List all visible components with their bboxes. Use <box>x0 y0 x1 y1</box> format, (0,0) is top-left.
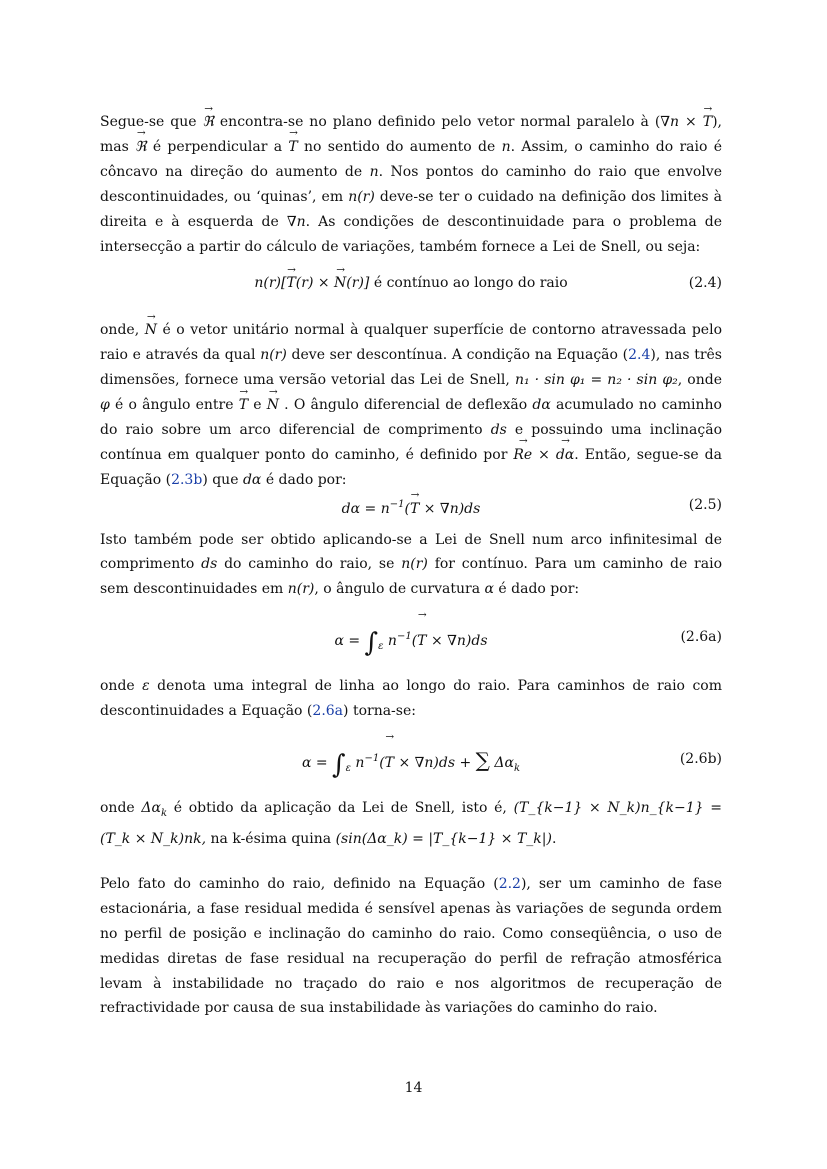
math-symbol: → T <box>288 135 297 160</box>
math-symbol: α <box>484 581 494 598</box>
math-symbol: dα <box>532 397 551 414</box>
math-symbol: → N <box>267 393 279 418</box>
text: . O ângulo diferencial de deflexão <box>278 397 533 414</box>
math-symbol: dα <box>242 471 262 488</box>
math-symbol: n <box>501 138 511 155</box>
equation-ref-link[interactable]: 2.6a <box>312 703 344 720</box>
text: ), nas três dimensões, fornece uma versão vetorial das Lei de Snell, <box>100 347 722 389</box>
math-symbol: → N <box>145 318 157 343</box>
math-symbol: (sin(Δα_k) = |T_{k−1} × T_k|) <box>335 831 552 847</box>
text: do caminho do raio, se <box>217 556 402 573</box>
text: onde <box>100 800 142 817</box>
text: acumulado no caminho do raio sobre um arco diferencial de comprimento <box>100 397 722 438</box>
text: e <box>248 397 267 414</box>
equation-number: (2.6b) <box>679 751 722 768</box>
text: for contínuo. Para um caminho de raio sem descontinuidades em <box>100 556 723 598</box>
math-symbol: n(r) <box>260 347 287 364</box>
text: na k-ésima quina <box>206 831 336 847</box>
equation-body: $d\alpha = n^{-1}(\to T \times \nabla n)ds$ <box>100 493 722 522</box>
text: é dado por: <box>261 471 347 488</box>
math-symbol: n <box>369 163 379 180</box>
text: . <box>551 831 557 847</box>
text: é o vetor unitário normal à qualquer superfície de contorno atravessada pelo raio e através da qual <box>100 322 722 364</box>
text: deve-se ter o cuidado na definição dos limites à direita e à esquerda de <box>100 188 722 230</box>
equation-2-4 <box>100 271 722 296</box>
equation-ref-link[interactable]: 2.2 <box>498 875 521 892</box>
text: é perpendicular a <box>146 138 289 155</box>
math-symbol: n₁ · sin φ₁ = n₂ · sin φ₂ <box>514 372 678 389</box>
text: . As condições de descontinuidade para o problema de intersecção a partir do cálculo de variações, também fornece a Lei de Snell, ou seja: <box>100 213 723 255</box>
text: onde, <box>100 322 145 339</box>
math-symbol: (T_{k−1} × N_k)n_{k−1} = (T_k × N_k)nk, <box>100 800 722 847</box>
text: ), ser um caminho de fase estacionária, a fase residual medida é sensível apenas às variações de segunda ordem no perfil de posição e inclinação do caminho do raio. Como conseqüência, o uso de medidas diretas de fase residual na recuperação do perfil de refração atmosférica levam à instabilidade no traçado do raio e nos algoritmos de recuperação de refractividade por causa de sua instabilidade às variações do caminho do raio. <box>100 875 723 1017</box>
eq-text: é contínuo ao longo do raio <box>373 275 568 292</box>
paragraph-4 <box>100 674 722 724</box>
equation-number: (2.6a) <box>680 629 722 646</box>
text: Pelo fato do caminho do raio, definido na Equação ( <box>100 875 499 892</box>
text: onde <box>100 678 143 695</box>
text: ) que <box>202 471 243 488</box>
math-symbol: → T <box>239 393 248 418</box>
math-symbol: $\Delta\alpha_k$ <box>141 800 168 820</box>
equation-number: (2.5) <box>688 496 722 513</box>
math-symbol: ∇n <box>286 213 306 230</box>
equation-body: $\alpha = \int_\varepsilon$ $n^{-1}(\to T \times \nabla n)ds$ <box>100 612 722 672</box>
text: ), mas <box>100 114 722 155</box>
paragraph-3 <box>100 528 722 603</box>
page-content <box>100 110 722 1021</box>
math-symbol: n(r) <box>348 188 375 205</box>
math-symbol: → T <box>703 110 712 135</box>
math-symbol: n(r) <box>287 581 315 598</box>
text: encontra-se no plano definido pelo vetor normal paralelo à ( <box>213 114 661 130</box>
equation-2-6a <box>100 612 722 662</box>
page-number: 14 <box>404 1080 423 1096</box>
text: ) torna-se: <box>343 703 416 720</box>
equation-ref-link[interactable]: 2.3b <box>171 471 203 488</box>
paragraph-5 <box>100 796 722 852</box>
text: . Então, segue-se da Equação ( <box>100 446 722 488</box>
equation-ref-link[interactable]: 2.4 <box>628 347 651 364</box>
math-symbol: → ℜ <box>203 110 214 135</box>
text: é obtido da aplicação da Lei de Snell, isto é, <box>167 800 514 817</box>
text: e possuindo uma inclinação contínua em qualquer ponto do caminho, é definido por <box>100 421 722 463</box>
math-symbol: ds <box>490 421 507 438</box>
math-symbol: → ℜ <box>135 135 146 160</box>
math-symbol: → dα <box>556 443 574 468</box>
text: . Nos pontos do caminho do raio que envolve descontinuidades, ou ‘quinas’, em <box>100 163 722 205</box>
text: denota uma integral de linha ao longo do raio. Para caminhos de raio com descontinuidades a Equação ( <box>100 678 722 720</box>
text: , onde <box>677 372 722 389</box>
text: no sentido do aumento de <box>297 138 502 155</box>
text: Isto também pode ser obtido aplicando-se a Lei de Snell num arco infinitesimal de comprimento <box>100 531 722 573</box>
math-symbol: ε <box>142 678 150 695</box>
equation-body: $\alpha = \int_\varepsilon$ $n^{-1}(\to T \times \nabla n)ds$ + ∑ $\Delta\alpha_k$ <box>100 734 722 794</box>
math-symbol: n(r) <box>401 556 428 573</box>
math-symbol: ds <box>201 556 218 573</box>
paragraph-1 <box>100 110 722 259</box>
paragraph-6 <box>100 872 722 1021</box>
text: deve ser descontínua. A condição na Equação ( <box>286 347 629 364</box>
text: é dado por: <box>493 581 580 598</box>
equation-body <box>100 271 722 296</box>
text: . Assim, o caminho do raio é côncavo na direção do aumento de <box>100 138 722 180</box>
text: Segue-se que <box>100 114 203 130</box>
paragraph-2: onde, → N é o vetor unitário normal à qualquer superfície de contorno atravessada pelo raio e através da qual n(r) deve ser descontínua. A condição na Equação (2.4), nas três dimensões, fornece uma versão vetorial das Lei de Snell, n₁ · sin φ₁ = n₂ · sin φ₂, onde φ é o ângulo entre → T e → N . O ângulo diferencial de deflexão dα acumulado no caminho do raio sobre um arco diferencial de comprimento ds e possuindo uma inclinação contínua em qualquer ponto do caminho, é definido por → Re × → dα. Então, segue-se da Equação (2.3b) que dα é dado por: <box>100 318 722 492</box>
equation-number: (2.4) <box>688 275 722 292</box>
math-symbol: ∇n × <box>660 114 703 130</box>
math-symbol: → Re <box>513 443 532 468</box>
equation-2-5 <box>100 493 722 518</box>
text: , o ângulo de curvatura <box>314 581 485 598</box>
text: é o ângulo entre <box>109 397 239 414</box>
math-symbol: φ <box>100 397 110 414</box>
equation-2-6b <box>100 734 722 784</box>
eq-expr: n(r)[→ T(r) × → N(r)] <box>254 275 369 291</box>
